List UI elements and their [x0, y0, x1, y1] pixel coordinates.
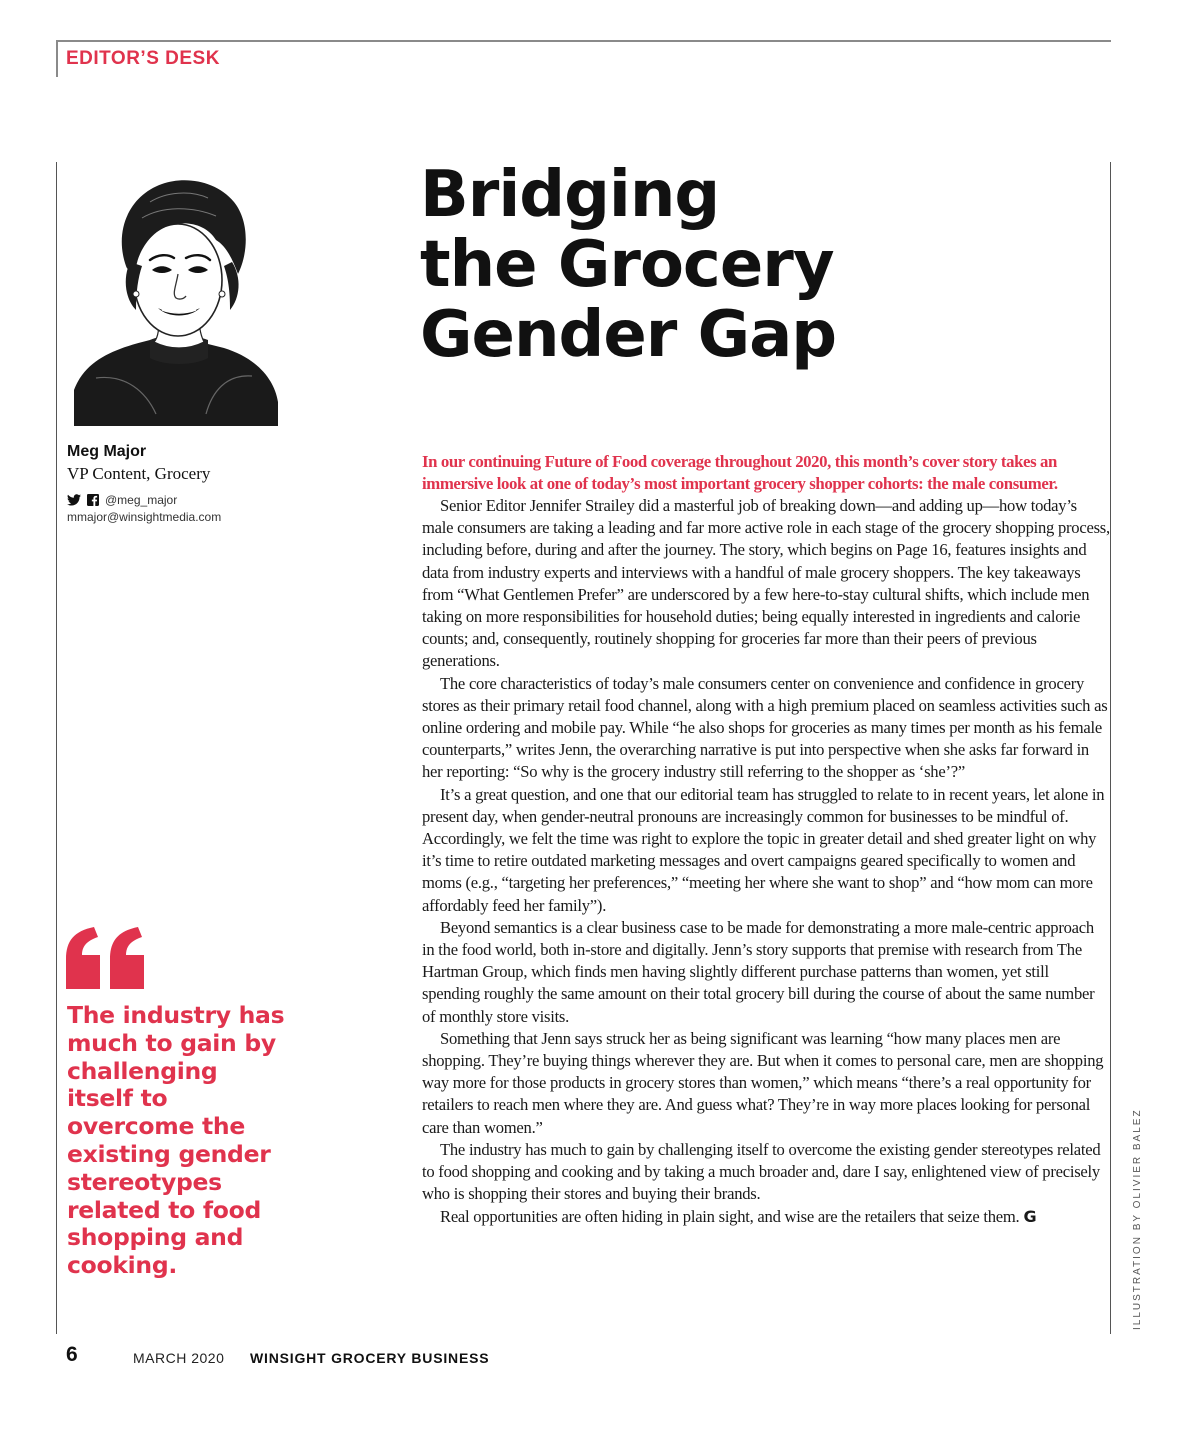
headline-line: Gender Gap	[420, 298, 837, 372]
pull-quote: The industry has much to gain by challenging itself to overcome the existing gender stereotypes related to food shopping and cooking.	[67, 1001, 285, 1280]
author-name: Meg Major	[67, 443, 147, 460]
section-divider	[56, 40, 58, 77]
author-email[interactable]: mmajor@winsightmedia.com	[67, 510, 222, 524]
facebook-icon[interactable]	[87, 494, 99, 506]
body-paragraph: It’s a great question, and one that our editorial team has struggled to relate to in recent years, let alone in present day, when gender-neutral pronouns are increasingly common for businesses to be mindful of. Accordingly, we felt the time was right to explore the topic in greater detail and shed greater light on why it’s time to retire outdated marketing messages and overt campaigns geared specifically to women and moms (e.g., “targeting her preferences,” “meeting her where she want to shop” and “how mom can more affordably feed her family”).	[422, 784, 1105, 915]
right-column-rule	[1110, 162, 1111, 1334]
section-label: EDITOR’S DESK	[66, 48, 220, 69]
twitter-icon[interactable]	[67, 494, 81, 506]
closing-text: Real opportunities are often hiding in plain sight, and wise are the retailers that seize them.	[440, 1206, 1020, 1226]
twitter-handle[interactable]: @meg_major	[105, 493, 178, 507]
body-paragraph: The industry has much to gain by challenging itself to overcome the existing gender stereotypes related to food shopping and cooking and by taking a much broader and, dare I say, enlightened view of precisely who is shopping their stores and buying their brands.	[422, 1139, 1101, 1204]
author-social	[67, 493, 177, 507]
publication-name: WINSIGHT GROCERY BUSINESS	[250, 1350, 490, 1366]
left-column-rule	[56, 162, 57, 1334]
issue-date: MARCH 2020	[133, 1350, 225, 1366]
body-paragraph: The core characteristics of today’s male consumers center on convenience and confidence in grocery stores as their primary retail food channel, along with a high premium placed on seamless activities such as online ordering and mobile pay. While “he also shops for groceries as many times per month as his female counterparts,” writes Jenn, the overarching narrative is put into perspective when she asks far forward in her reporting: “So why is the grocery industry still referring to the shopper as ‘she’?”	[422, 673, 1108, 782]
article-headline	[420, 160, 1040, 370]
headline-line: the Grocery	[420, 228, 834, 302]
top-rule	[56, 40, 1111, 42]
author-title: VP Content, Grocery	[67, 464, 211, 483]
article-body	[422, 451, 1110, 1228]
body-paragraph: Beyond semantics is a clear business case to be made for demonstrating a more male-centric approach in the food world, both in-store and digitally. Jenn’s story supports that premise with research from The Hartman Group, which finds men having slightly different purchase patterns than women, yet still spending roughly the same amount on their total grocery bill during the course of about the same number of monthly store visits.	[422, 917, 1095, 1026]
article-deck: In our continuing Future of Food coverage throughout 2020, this month’s cover story takes an immersive look at one of today’s most important grocery shopper cohorts: the male consumer.	[422, 452, 1058, 493]
author-portrait-illustration	[66, 162, 286, 432]
page-number: 6	[66, 1343, 78, 1366]
illustration-credit: ILLUSTRATION BY OLIVIER BALEZ	[1132, 1108, 1143, 1330]
quotation-mark-icon	[64, 925, 148, 996]
headline-line: Bridging	[420, 158, 720, 232]
closing-paragraph	[422, 1206, 1110, 1228]
body-paragraph: Senior Editor Jennifer Strailey did a masterful job of breaking down—and adding up—how today’s male consumers are taking a leading and far more active role in each stage of the grocery shopping process, including before, during and after the journey. The story, which begins on Page 16, features insights and data from industry experts and interviews with a handful of male grocery shoppers. The key takeaways from “What Gentlemen Prefer” are underscored by a few here-to-stay cultural shifts, which include men taking on more responsibilities for household duties; being equally interested in ingredients and calorie counts; and, consequently, routinely shopping for groceries far more than their peers of previous generations.	[422, 496, 1110, 671]
end-mark-icon: G	[1023, 1206, 1037, 1226]
body-paragraph: Something that Jenn says struck her as being significant was learning “how many places men are shopping. They’re buying things wherever they are. But when it comes to personal care, men are shopping way more for those products in grocery stores than women,” which means “there’s a real opportunity for retailers to reach men where they are. And guess what? They’re in way more places looking for personal care than women.”	[422, 1028, 1104, 1137]
